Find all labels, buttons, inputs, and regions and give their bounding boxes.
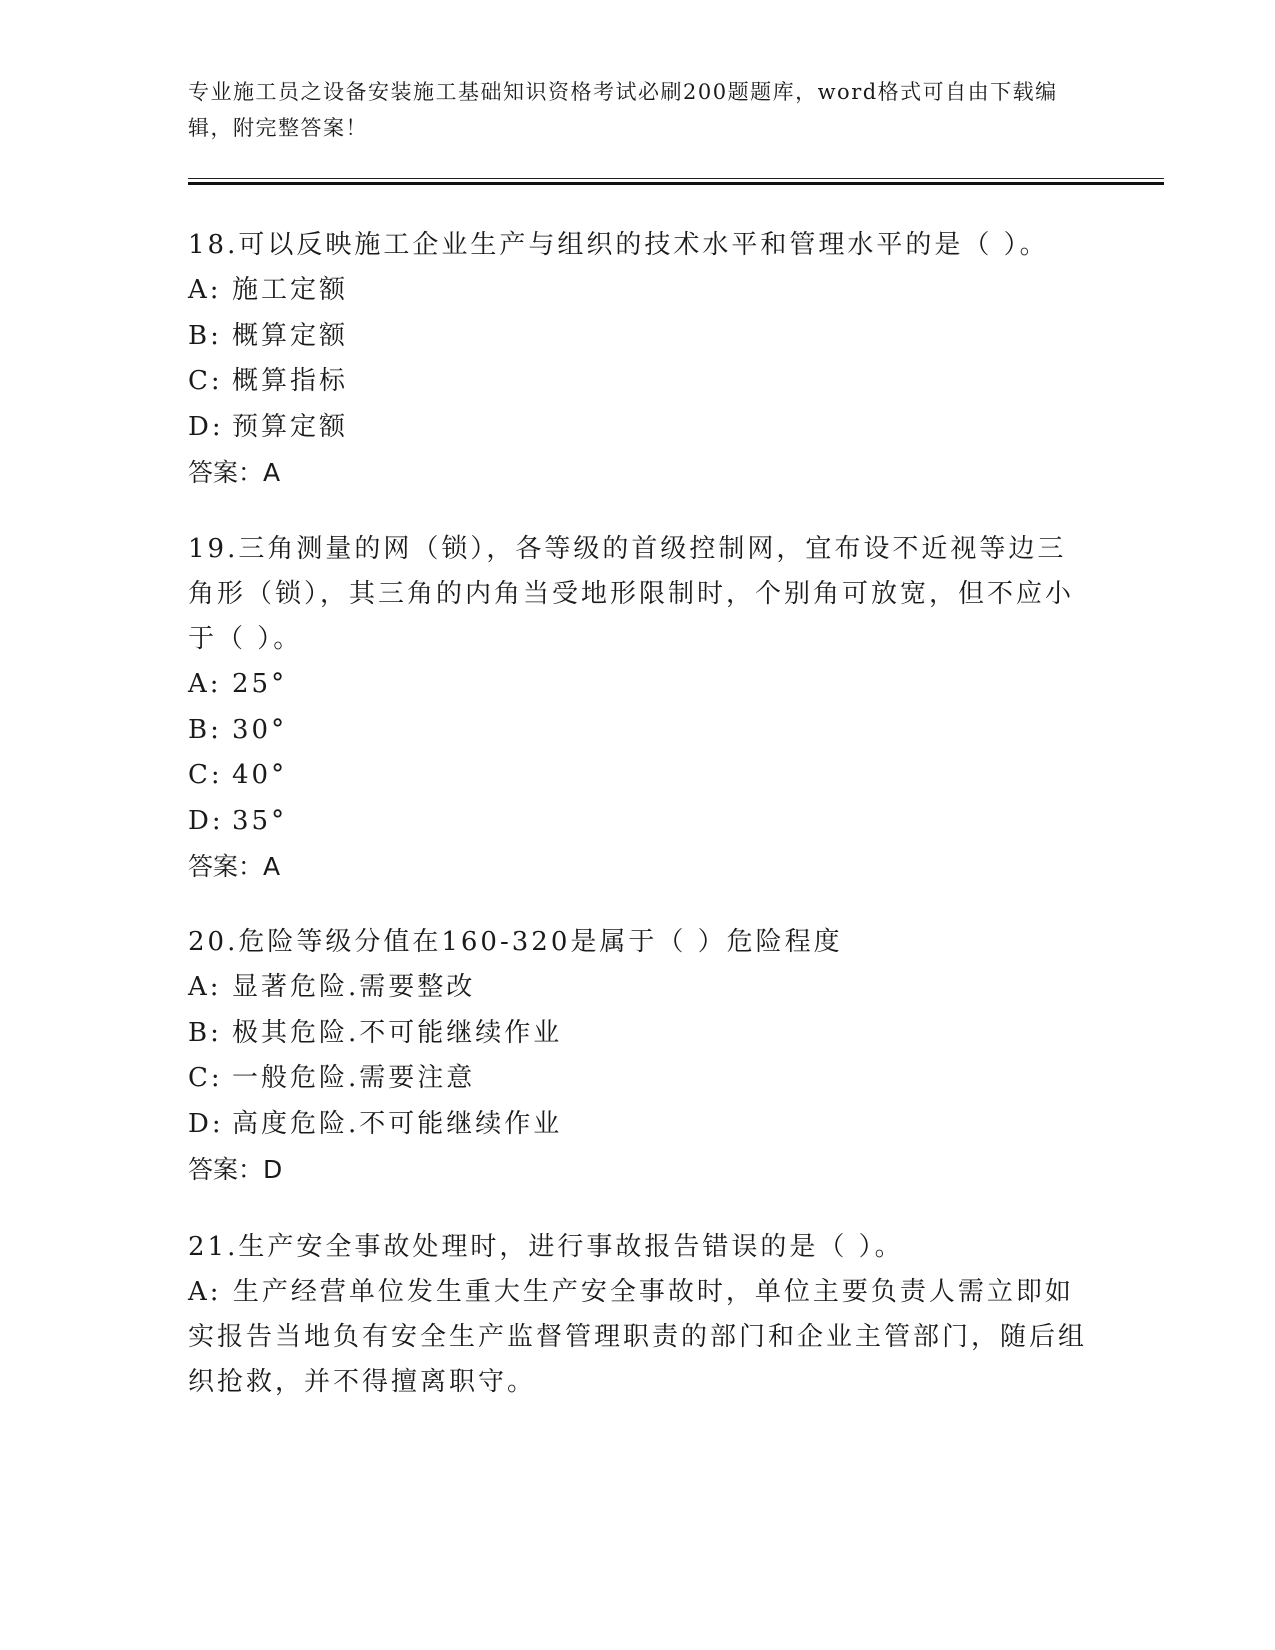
option-label: D:: [188, 805, 224, 836]
document-header: 专业施工员之设备安装施工基础知识资格考试必刷200题题库，word格式可自由下载编辑，附完整答案！: [188, 80, 1058, 140]
option-label: A:: [188, 669, 222, 699]
option-d: [188, 405, 1088, 451]
option-b: [188, 708, 1088, 754]
option-text: 显著危险.需要整改: [232, 972, 476, 1002]
option-text: 40°: [232, 760, 288, 790]
question-19: [188, 527, 1088, 890]
option-text: 施工定额: [232, 275, 349, 305]
question-stem: 18.可以反映施工企业生产与组织的技术水平和管理水平的是（ ）。: [188, 230, 1049, 260]
question-20: [188, 920, 1088, 1193]
option-d: [188, 1102, 1088, 1148]
option-text: 极其危险.不可能继续作业: [232, 1017, 563, 1048]
option-c: [188, 359, 1088, 405]
option-a: [188, 965, 1088, 1011]
option-label: A:: [188, 972, 222, 1002]
option-label: D:: [188, 411, 224, 442]
option-text: 25°: [232, 669, 288, 699]
option-c: [188, 753, 1088, 799]
question-18: [188, 223, 1088, 496]
option-text: 概算定额: [232, 320, 349, 351]
option-label: B:: [188, 320, 222, 351]
option-c: [188, 1056, 1088, 1102]
option-text: 一般危险.需要注意: [232, 1063, 476, 1093]
option-a: [188, 1270, 1088, 1405]
option-label: A:: [188, 1277, 222, 1307]
option-text: 生产经营单位发生重大生产安全事故时，单位主要负责人需立即如实报告当地负有安全生产监督管理职责的部门和企业主管部门，随后组织抢救，并不得擅离职守。: [188, 1277, 1088, 1397]
option-a: [188, 268, 1088, 314]
option-b: [188, 314, 1088, 360]
header-divider-thick: [188, 182, 1164, 185]
option-text: 30°: [232, 714, 288, 745]
option-label: C:: [188, 366, 223, 396]
option-label: D:: [188, 1108, 224, 1139]
option-a: [188, 662, 1088, 708]
option-b: [188, 1011, 1088, 1057]
option-label: C:: [188, 760, 223, 790]
answer: 答案：D: [188, 1155, 283, 1184]
option-d: [188, 799, 1088, 845]
option-label: B:: [188, 714, 222, 745]
question-stem: 20.危险等级分值在160-320是属于（ ）危险程度: [188, 927, 843, 957]
option-label: B:: [188, 1017, 222, 1048]
option-label: C:: [188, 1063, 223, 1093]
option-text: 概算指标: [232, 366, 349, 396]
question-stem: 21.生产安全事故处理时，进行事故报告错误的是（ ）。: [188, 1232, 904, 1262]
header-divider-thin: [188, 178, 1164, 179]
option-text: 35°: [232, 805, 288, 836]
question-21: [188, 1225, 1088, 1405]
option-text: 高度危险.不可能继续作业: [232, 1108, 563, 1139]
answer: 答案：A: [188, 852, 281, 881]
question-stem: 19.三角测量的网（锁），各等级的首级控制网，宜布设不近视等边三角形（锁），其三角的内角当受地形限制时，个别角可放宽，但不应小于（ ）。: [188, 534, 1075, 654]
option-text: 预算定额: [232, 411, 349, 442]
option-label: A:: [188, 275, 222, 305]
answer: 答案：A: [188, 458, 281, 487]
